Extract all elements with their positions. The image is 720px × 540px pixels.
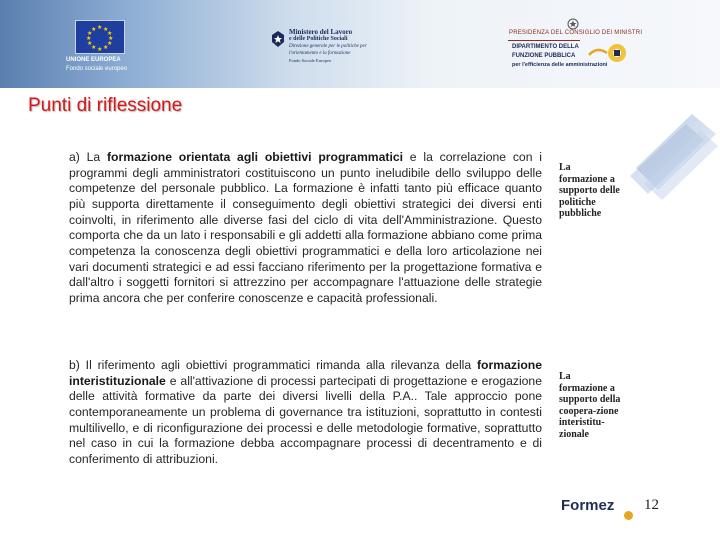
eu-flag-icon: ★ ★ ★ ★ ★ ★ ★ ★ ★ ★ ★ ★ [75,20,125,54]
department-line3: per l'efficienza delle amministrazioni [512,62,608,68]
paragraph-a-body: e la correlazione con i programmi degli amministratori costituiscono un punto ineludibile dello sviluppo delle competenze del personale pubblico. La formazione è infatti tanto più efficace quanto più supporta direttamente il conseguimento degli obiettivi strategici dei diversi enti coinvolti, in riferimento alle diverse fasi del ciclo di vita dell'Amministrazione. Questo comporta che da un lato i responsabili e gli addetti alla formazione abbiano come prima competenza la conoscenza degli obiettivi programmatici e della loro articolazione nei vari documenti strategici e ad essi facciano riferimento per la progettazione formativa e dall'altro i soggetti fornitori si attrezzino per accompagnare l'attuazione delle strategie prima ancora che per conferire conoscenze e capacità professionali. [69,150,542,305]
ministry-emblem-icon [271,30,285,48]
paragraph-a-emphasis: formazione orientata agli obiettivi programmatici [106,150,404,164]
paragraph-a [69,150,542,307]
ministry-line1: Ministero del Lavoro [289,28,353,36]
side-note-public-policies: La formazione a supporto delle politiche pubbliche [559,162,620,220]
side-note-cooperation: La formazione a supporto della coopera-zione interistitu-zionale [559,371,621,440]
header-banner [0,0,720,88]
paragraph-b-emphasis: formazione interistituzionale [69,358,542,388]
formez-dot-icon [624,511,633,520]
department-line2: FUNZIONE PUBBLICA [512,53,576,59]
paragraph-b-intro: b) Il riferimento agli obiettivi programmatici rimanda alla rilevanza della [69,358,477,372]
department-line1: DIPARTIMENTO DELLA [512,44,579,50]
slide-title: Punti di riflessione [28,95,183,116]
paragraph-b [69,358,542,468]
page-number: 12 [644,497,659,513]
presidency-name: PRESIDENZA DEL CONSIGLIO DEI MINISTRI [509,30,643,36]
eu-name: UNIONE EUROPEA [66,57,121,63]
ministry-line3: Direzione generale per le politiche per l'orientamento e la formazione [289,44,367,56]
ministry-line2: e delle Politiche Sociali [289,36,348,42]
republic-emblem-icon [567,18,579,30]
formez-logo: Formez [561,497,615,514]
paragraph-a-intro: a) La [69,150,107,164]
ministry-line4: Fondo Sociale Europeo [289,58,332,63]
paragraph-b-body: e all'attivazione di processi partecipati di progettazione e erogazione delle attività formative da parte dei diversi livelli della P.A.. Tale approccio pone contemporaneamente un problema di governance tra istituzioni, soprattutto in contesti multilivello, e di riconfigurazione dei processi e delle metodologie formative, soprattutto nel caso in cui la formazione debba accompagnare processi di decentramento e di conferimento di attribuzioni. [69,373,542,466]
funzione-pubblica-logo-icon [587,42,631,64]
ministry-logo [289,28,379,63]
eu-fund: Fondo sociale europeo [66,66,128,72]
divider [508,40,580,41]
